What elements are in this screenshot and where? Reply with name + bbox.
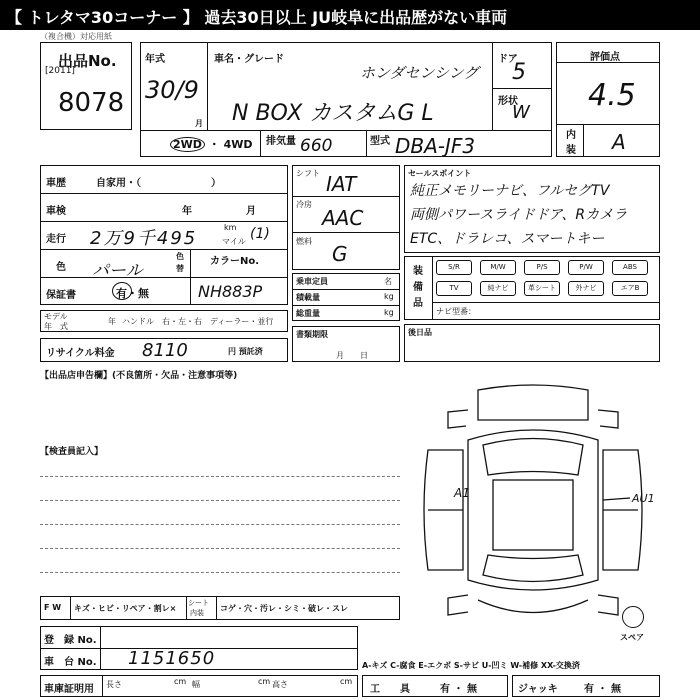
doors-value: 5: [512, 60, 526, 85]
lot-number: 8078: [58, 88, 125, 118]
jack-label: ジャッキ: [518, 684, 558, 695]
model-change-l2: 年 式: [44, 322, 68, 331]
interior-label-2: 装: [566, 145, 576, 156]
inspection-month: 月: [246, 206, 256, 217]
load-label: 積載量: [296, 293, 320, 302]
history-label: 車歴: [46, 178, 66, 189]
model-change-l1: モデル: [44, 312, 68, 321]
recycle-unit: 円 預託済: [228, 347, 263, 356]
mileage-label: 走行: [46, 234, 66, 245]
cert-height: 高さ: [272, 680, 288, 689]
warranty-circle: [112, 282, 132, 300]
spare-label: スペア: [620, 633, 644, 642]
color-code: NH883P: [198, 282, 263, 301]
drive-selector: [170, 136, 253, 152]
registration-label: 登 録 No.: [44, 635, 97, 646]
load-unit: kg: [384, 292, 394, 301]
banner-title: 【 トレタマ30コーナー 】 過去30日以上 JU岐阜に出品歴がない車両: [6, 8, 508, 27]
docs-label: 書類期限: [296, 330, 328, 339]
color-code-label: カラーNo.: [210, 256, 260, 267]
equip-airbag: エアB: [612, 281, 648, 296]
damage-mark-left: A1: [454, 486, 470, 500]
cert-long-cm: cm: [174, 677, 187, 686]
shift-label: シフト: [296, 169, 320, 178]
fuel-label: 燃料: [296, 237, 312, 246]
cert-height-cm: cm: [340, 677, 353, 686]
equip-leather: 革シート: [524, 281, 560, 296]
equip-sr: S/R: [436, 260, 472, 275]
name-value: N BOX カスタムG L: [232, 101, 434, 126]
mileage-unit-km: km: [224, 223, 237, 232]
seat-label-2: 内装: [190, 609, 204, 617]
model-change-handle: ハンドル 右・左・右: [122, 317, 202, 326]
subheader: （複合機）対応用紙: [40, 32, 112, 41]
equip-ps: P/S: [524, 260, 560, 275]
displacement-label: 排気量: [266, 136, 296, 147]
displacement-value: 660: [300, 136, 333, 156]
equip-ext-navi: 外ナビ: [568, 281, 604, 296]
equipment-label-1: 装: [413, 266, 423, 277]
later-label: 後日品: [408, 328, 432, 337]
shape-value: W: [512, 102, 530, 123]
tools-label: 工 具: [370, 684, 410, 695]
nav-model: ナビ型番：: [436, 307, 476, 316]
fw-label: F W: [44, 603, 62, 612]
equip-navi: 純ナビ: [480, 281, 516, 296]
recycle-value: 8110: [142, 340, 188, 361]
color-value: パール: [92, 261, 143, 281]
cooling-value: AAC: [322, 206, 364, 230]
seller-note-label: 【出品店申告欄】(不良箇所・欠品・注意事項等): [40, 371, 238, 381]
drive-2wd: 2WD: [170, 137, 205, 152]
tools-value: 有 ・ 無: [440, 684, 477, 695]
model-year-unit: 月: [195, 119, 203, 128]
name-label: 車名・グレード: [214, 54, 284, 65]
fw-text: キズ・ヒビ・リペア・割レ×: [74, 604, 177, 613]
docs-day: 月 日: [336, 351, 368, 360]
weight-unit: kg: [384, 308, 394, 317]
seat-unit: 名: [384, 277, 392, 286]
color-label: 色: [56, 262, 66, 273]
model-year-label: 年式: [145, 54, 165, 65]
seat-label: 乗車定員: [296, 277, 328, 286]
model-change-dealer: ディーラー・並行: [210, 317, 274, 326]
cooling-label: 冷房: [296, 200, 312, 209]
mileage-value: 2万9千495: [90, 228, 198, 249]
equipment-label-2: 備: [413, 282, 423, 293]
shift-value: IAT: [326, 172, 357, 196]
shape-label: 形状: [498, 96, 518, 107]
weight-label: 総重量: [296, 309, 320, 318]
car-diagram: [408, 380, 658, 630]
color-change-2: 替: [176, 264, 184, 273]
cert-long: 長さ: [106, 680, 122, 689]
chassis-number: 1151650: [128, 648, 216, 669]
model-year-value: 30/9: [145, 76, 199, 104]
lot-label: 出品No.: [58, 52, 117, 70]
damage-legend: A-キズ C-腐食 E-エクボ S-サビ U-凹ミ W-補修 XX-交換済: [362, 661, 580, 670]
interior-value: A: [612, 130, 626, 154]
drive-4wd: 4WD: [223, 138, 253, 151]
seat-label-1: シート: [188, 599, 209, 607]
inspection-label: 車検: [46, 206, 66, 217]
seat-text: コゲ・穴・汚レ・シミ・破レ・スレ: [220, 604, 348, 613]
doors-label: ドア: [498, 54, 518, 65]
cert-width: 幅: [192, 680, 200, 689]
sales-label: セールスポイント: [408, 169, 472, 178]
interior-label-1: 内: [566, 130, 576, 141]
equip-tv: TV: [436, 281, 472, 296]
later-box: [404, 324, 660, 362]
equip-pw: P/W: [568, 260, 604, 275]
spare-circle: [622, 606, 644, 628]
model-change-year: 年: [108, 317, 116, 326]
name-brand: ホンダセンシング: [360, 64, 479, 82]
jack-value: 有 ・ 無: [584, 684, 621, 695]
mileage-unit-mile: マイル: [222, 237, 246, 246]
fuel-value: G: [332, 242, 348, 266]
damage-mark-right: AU1: [632, 492, 655, 505]
inspector-label: 【検査員記入】: [40, 447, 104, 457]
sales-line-1: 純正メモリーナビ、フルセグTV: [410, 183, 610, 199]
rating-score: 4.5: [588, 78, 636, 113]
cert-label: 車庫証明用: [44, 684, 94, 695]
type-value: DBA-JF3: [395, 134, 476, 158]
history-text: 自家用・（ ）: [96, 178, 221, 189]
equipment-label-3: 品: [413, 298, 423, 309]
color-change-1: 色: [176, 252, 184, 261]
rating-label: 評価点: [590, 52, 620, 63]
cert-width-cm: cm: [258, 677, 271, 686]
mileage-extra: (1): [250, 226, 270, 242]
drive-sep: ・: [208, 138, 220, 151]
equip-abs: ABS: [612, 260, 648, 275]
lot-year-tag: [2011]: [45, 66, 75, 76]
type-label: 型式: [370, 136, 390, 147]
warranty-label: 保証書: [46, 290, 76, 301]
equip-mw: M/W: [480, 260, 516, 275]
warranty-value: 有・無: [116, 287, 149, 300]
sales-line-3: ETC、ドラレコ、スマートキー: [410, 231, 605, 247]
chassis-label: 車 台 No.: [44, 657, 97, 668]
sales-line-2: 両側パワースライドドア、Rカメラ: [410, 207, 628, 223]
inspection-year: 年: [182, 206, 192, 217]
recycle-label: リサイクル料金: [46, 348, 115, 359]
